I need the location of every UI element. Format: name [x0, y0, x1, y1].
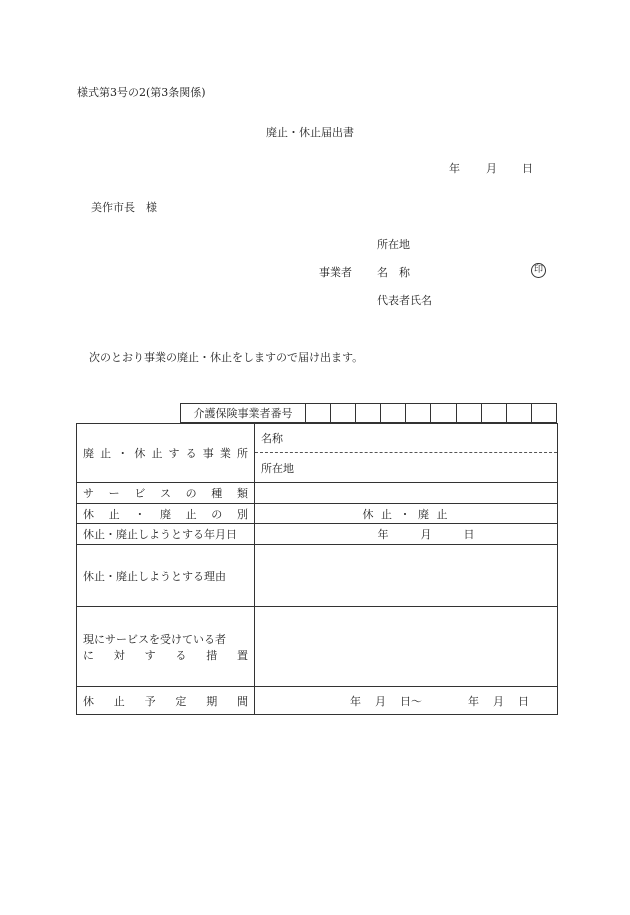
representative-label: 代表者氏名: [377, 294, 432, 307]
date-row: [77, 524, 558, 545]
office-row: [77, 424, 558, 483]
measures-row: [77, 607, 558, 687]
document-title: 廃止・休止届出書: [266, 126, 354, 139]
notice-text: 次のとおり事業の廃止・休止をしますので届け出ます。: [89, 351, 364, 364]
period-label: 休 止 予 定 期 間: [77, 687, 255, 715]
form-table: [76, 423, 558, 715]
date-day-label: 日: [522, 162, 533, 175]
kind-row: [77, 504, 558, 524]
number-box[interactable]: [532, 404, 556, 422]
measures-field[interactable]: [255, 607, 558, 687]
number-box[interactable]: [331, 404, 356, 422]
business-operator-label: 事業者: [319, 266, 352, 279]
date-month-label: 月: [486, 162, 497, 175]
address-label: 所在地: [377, 238, 410, 251]
period-field[interactable]: 年 月 日〜 年 月 日: [255, 687, 558, 715]
service-type-row: [77, 483, 558, 504]
kind-label: 休 止 ・ 廃 止 の 別: [77, 504, 255, 524]
number-box[interactable]: [507, 404, 532, 422]
name-label: 名 称: [377, 266, 410, 279]
number-box[interactable]: [381, 404, 406, 422]
number-box[interactable]: [306, 404, 331, 422]
seal-mark: [531, 262, 546, 278]
reason-field[interactable]: [255, 545, 558, 607]
office-detail-cell: [255, 424, 558, 483]
date-label: 休止・廃止しようとする年月日: [77, 524, 255, 545]
office-name-field[interactable]: 名称: [255, 424, 557, 453]
provider-number-row: [180, 403, 557, 423]
number-box[interactable]: [356, 404, 381, 422]
number-box[interactable]: [406, 404, 431, 422]
number-box[interactable]: [457, 404, 482, 422]
measures-label: 現にサービスを受けている者 に 対 す る 措 置: [77, 607, 255, 687]
office-label: 廃 止 ・ 休 止 す る 事 業 所: [77, 424, 255, 483]
office-address-field[interactable]: 所在地: [261, 461, 294, 475]
number-box[interactable]: [431, 404, 456, 422]
reason-label: 休止・廃止しようとする理由: [77, 545, 255, 607]
addressee: 美作市長 様: [91, 201, 157, 214]
period-row: [77, 687, 558, 715]
seal-icon: 印: [531, 263, 546, 278]
reason-row: [77, 545, 558, 607]
number-box[interactable]: [482, 404, 507, 422]
form-number: 様式第3号の2(第3条関係): [77, 86, 206, 99]
service-type-field[interactable]: [255, 483, 558, 504]
service-type-label: サ ー ビ ス の 種 類: [77, 483, 255, 504]
date-field[interactable]: 年 月 日: [255, 524, 558, 545]
provider-number-label: 介護保険事業者番号: [181, 404, 306, 422]
kind-choice[interactable]: 休 止 ・ 廃 止: [255, 504, 558, 524]
date-year-label: 年: [449, 162, 460, 175]
